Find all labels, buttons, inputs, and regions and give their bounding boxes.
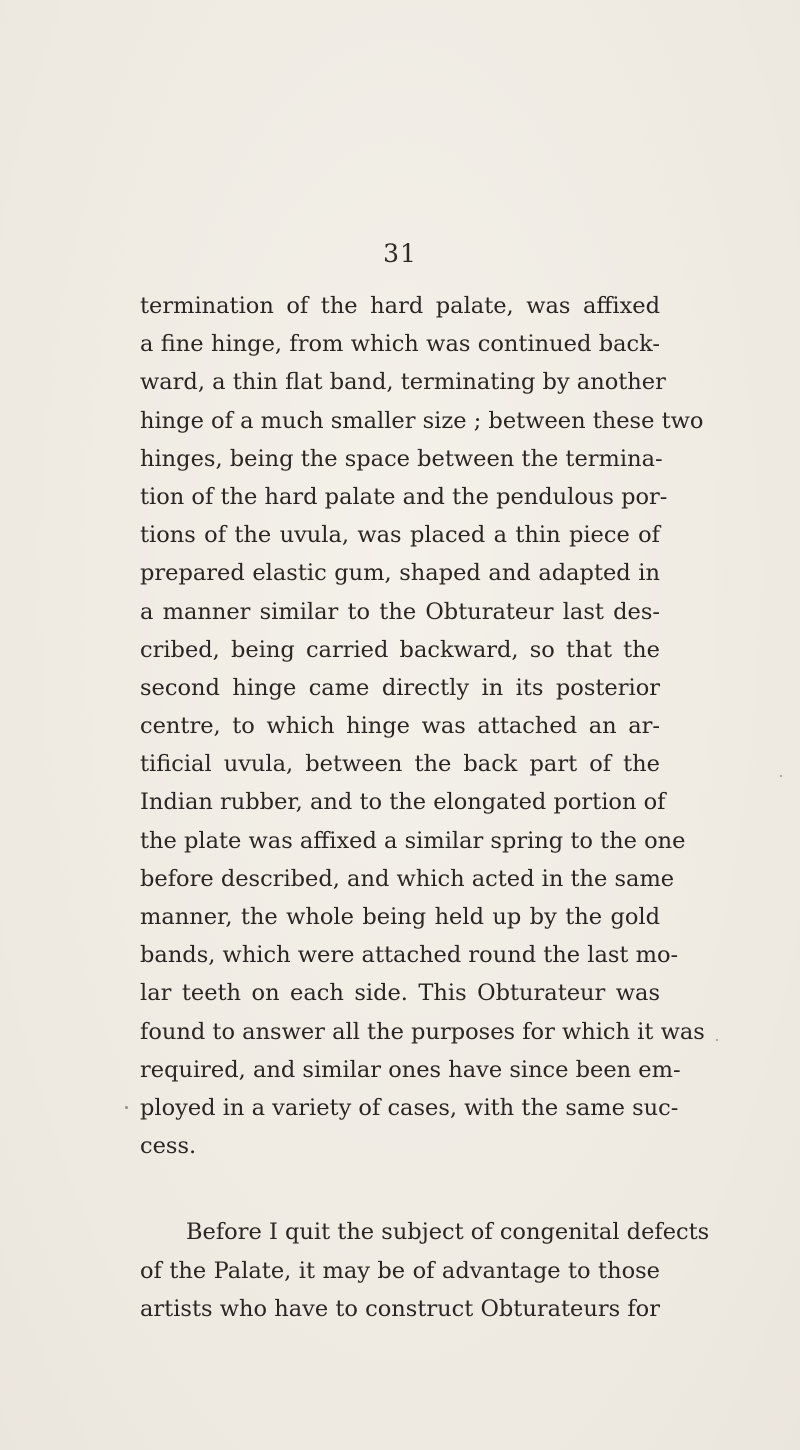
text-line: Before I quit the subject of congenital defects — [186, 1219, 710, 1246]
paper-speck — [125, 1106, 128, 1109]
paper-speck — [716, 1039, 718, 1041]
text-line: of the Palate, it may be of advantage to those — [140, 1257, 660, 1284]
text-line: termination of the hard palate, was affixed — [140, 293, 660, 319]
text-line: cess. — [140, 1133, 197, 1160]
body-text — [140, 287, 710, 1328]
text-line: bands, which were attached round the last mo- — [140, 942, 679, 969]
text-line: hinges, being the space between the termina- — [140, 445, 663, 472]
text-line: the plate was affixed a similar spring to the one — [140, 827, 686, 854]
paper-speck — [780, 775, 782, 777]
paragraph-gap — [140, 1165, 660, 1213]
text-line: tions of the uvula, was placed a thin piece of — [140, 522, 660, 549]
text-line: hinge of a much smaller size ; between these two — [140, 407, 704, 434]
text-line: centre, to which hinge was attached an ar- — [140, 713, 660, 740]
text-line: artists who have to construct Obturateurs for — [140, 1295, 660, 1322]
text-line: tificial uvula, between the back part of the — [140, 751, 660, 778]
text-line: a fine hinge, from which was continued back- — [140, 331, 660, 358]
paragraph-2 — [140, 1213, 710, 1328]
paragraph-1 — [140, 287, 705, 1165]
text-line: a manner similar to the Obturateur last des- — [140, 598, 660, 625]
text-line: manner, the whole being held up by the gold — [140, 904, 660, 930]
text-line: lar teeth on each side. This Obturateur was — [140, 980, 660, 1007]
text-line: before described, and which acted in the same — [140, 865, 675, 892]
text-line: tion of the hard palate and the pendulous por- — [140, 483, 668, 510]
page-number: 31 — [383, 239, 417, 268]
text-line: required, and similar ones have since been em- — [140, 1056, 681, 1083]
text-line: ward, a thin flat band, terminating by another — [140, 369, 666, 396]
text-line: second hinge came directly in its posterior — [140, 674, 660, 701]
text-line: cribed, being carried backward, so that the — [140, 636, 660, 663]
text-line: ployed in a variety of cases, with the same suc- — [140, 1094, 679, 1121]
text-line: prepared elastic gum, shaped and adapted in — [140, 560, 660, 587]
text-line: found to answer all the purposes for which it was — [140, 1018, 705, 1045]
text-line: Indian rubber, and to the elongated portion of — [140, 789, 666, 816]
